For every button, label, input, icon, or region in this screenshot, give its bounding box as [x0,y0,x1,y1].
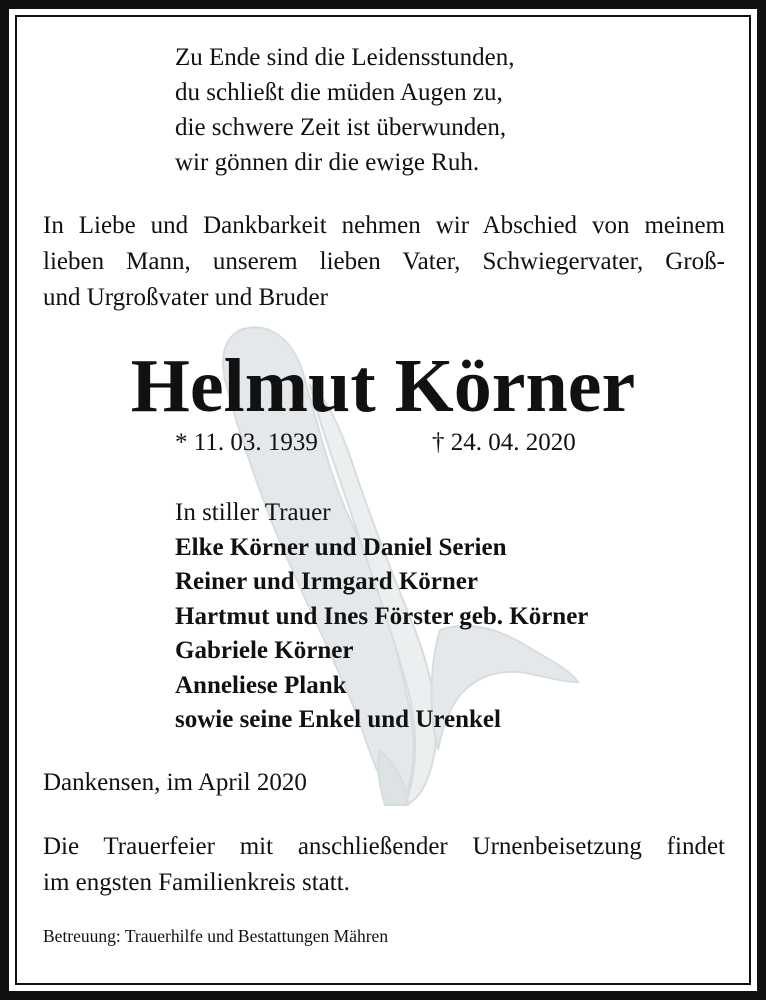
mourners-heading: In stiller Trauer [175,499,331,526]
mourner-name: Gabriele Körner [175,637,354,664]
poem-line: Zu Ende sind die Leidensstunden, [175,44,515,71]
intro-line: In Liebe und Dankbarkeit nehmen wir Abschied von meinem [43,212,725,239]
intro-line: und Urgroßvater und Bruder [43,284,328,311]
birth-date: * 11. 03. 1939 [175,429,318,456]
mourners-list [175,496,588,738]
mourner-name: Anneliese Plank [175,671,347,699]
place-date: Dankensen, im April 2020 [43,769,307,796]
deceased-name: Helmut Körner [130,344,636,428]
funeral-home-credit: Betreuung: Trauerhilfe und Bestattungen Mähren [43,926,389,946]
intro-text [43,208,725,316]
poem-line: wir gönnen dir die ewige Ruh. [175,149,480,176]
mourner-name: Reiner und Irmgard Körner [175,568,478,595]
mourner-name: Elke Körner und Daniel Serien [175,533,507,561]
mourner-name: sowie seine Enkel und Urenkel [175,706,501,733]
death-date: † 24. 04. 2020 [432,429,576,456]
poem [175,40,515,180]
mourner-name: Hartmut und Ines Förster geb. Körner [175,602,589,630]
poem-line: du schließt die müden Augen zu, [175,79,503,106]
ceremony-line: im engsten Familienkreis statt. [43,869,350,896]
poem-line: die schwere Zeit ist überwunden, [175,114,507,141]
intro-line: lieben Mann, unserem lieben Vater, Schwiegervater, Groß- [43,248,725,275]
ceremony-notice [43,829,725,901]
ceremony-line: Die Trauerfeier mit anschließender Urnenbeisetzung findet [43,833,725,860]
